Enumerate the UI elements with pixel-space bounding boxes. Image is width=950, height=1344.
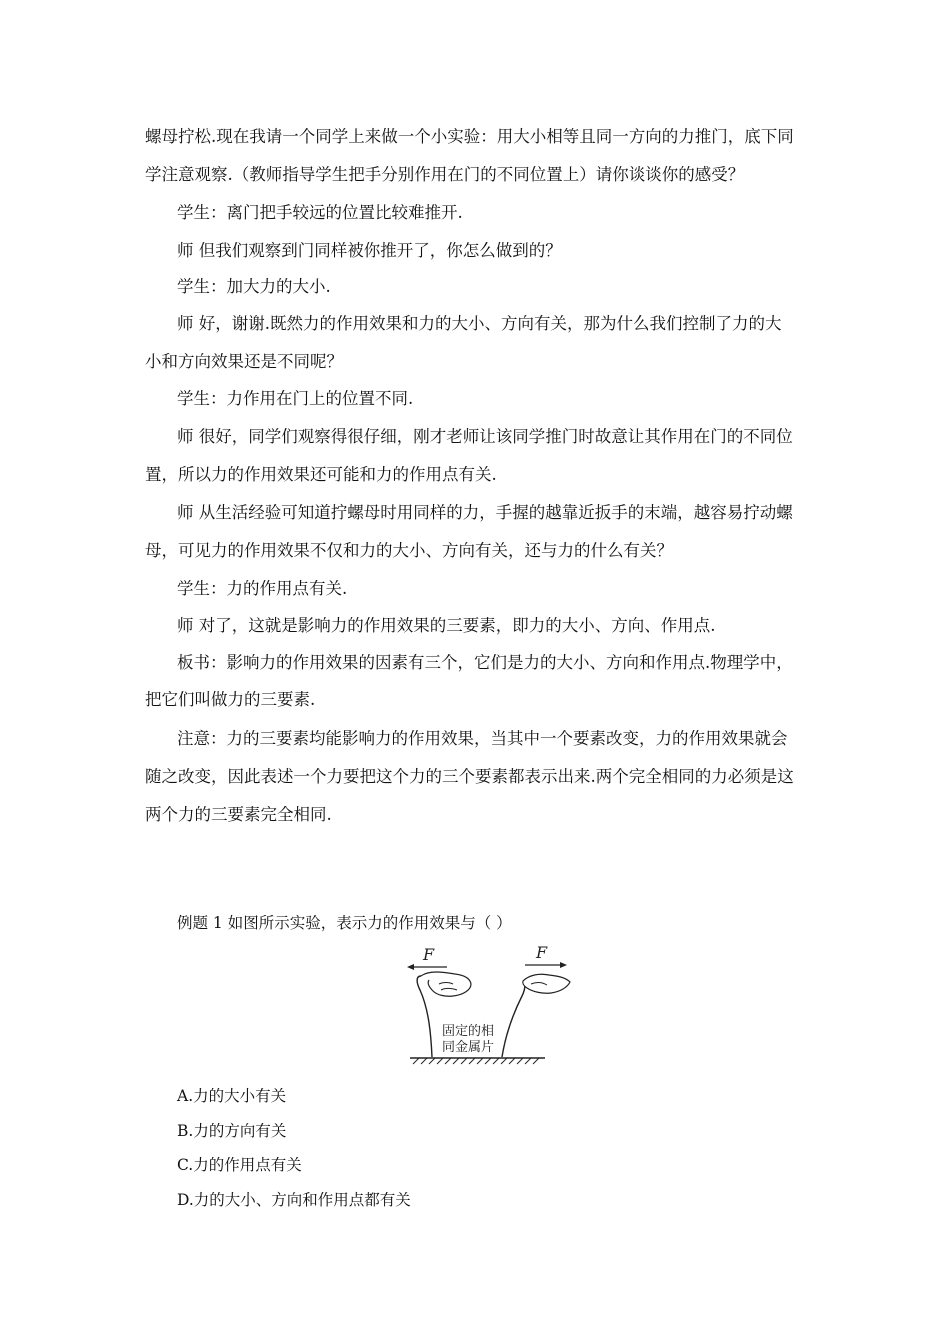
option-c: C.力的作用点有关 (177, 1156, 302, 1174)
force-left-label: F (423, 945, 435, 964)
option-d: D.力的大小、方向和作用点都有关 (177, 1191, 411, 1209)
text-line: 注意：力的三要素均能影响力的作用效果，当其中一个要素改变，力的作用效果就会 (177, 729, 788, 748)
text-line: 学生：离门把手较远的位置比较难推开. (177, 203, 463, 222)
right-hand-icon (523, 974, 570, 993)
text-line: 小和方向效果还是不同呢？ (145, 352, 343, 371)
text-line: 学生：力作用在门上的位置不同. (177, 389, 414, 408)
force-left-arrow-head (407, 964, 414, 970)
ground-hatching (413, 1058, 539, 1064)
right-metal-strip (502, 981, 525, 1057)
left-hand-icon (421, 972, 471, 996)
option-b: B.力的方向有关 (177, 1122, 287, 1140)
figure-label-line2: 同金属片 (442, 1040, 495, 1055)
force-right-arrow-head (560, 962, 567, 968)
text-line: 师 但我们观察到门同样被你推开了，你怎么做到的？ (177, 241, 562, 260)
figure-label-line1: 固定的相 (442, 1024, 495, 1039)
text-line: 随之改变，因此表述一个力要把这个力的三个要素都表示出来.两个完全相同的力必须是这 (145, 767, 794, 786)
text-line: 学生：加大力的大小. (177, 277, 331, 296)
text-line: 两个力的三要素完全相同. (145, 805, 332, 824)
text-line: 学注意观察.（教师指导学生把手分别作用在门的不同位置上）请你谈谈你的感受？ (145, 165, 745, 184)
option-a: A.力的大小有关 (177, 1087, 287, 1105)
text-line: 师 很好，同学们观察得很仔细，刚才老师让该同学推门时故意让其作用在门的不同位 (177, 427, 793, 446)
text-line: 师 好，谢谢.既然力的作用效果和力的大小、方向有关，那为什么我们控制了力的大 (177, 314, 782, 333)
text-line: 置，所以力的作用效果还可能和力的作用点有关. (145, 465, 497, 484)
text-line: 师 从生活经验可知道拧螺母时用同样的力，手握的越靠近扳手的末端，越容易拧动螺 (177, 503, 793, 522)
text-line: 螺母拧松.现在我请一个同学上来做一个小实验：用大小相等且同一方向的力推门，底下同 (145, 127, 794, 146)
text-line: 把它们叫做力的三要素. (145, 690, 316, 709)
force-right-label: F (536, 943, 548, 962)
example-title: 例题 1 如图所示实验，表示力的作用效果与（ ） (177, 914, 512, 932)
experiment-figure (405, 940, 590, 1065)
text-line: 板书：影响力的作用效果的因素有三个，它们是力的大小、方向和作用点.物理学中， (177, 653, 793, 672)
text-line: 母，可见力的作用效果不仅和力的大小、方向有关，还与力的什么有关？ (145, 541, 673, 560)
text-line: 学生：力的作用点有关. (177, 579, 348, 598)
text-line: 师 对了，这就是影响力的作用效果的三要素，即力的大小、方向、作用点. (177, 616, 716, 635)
